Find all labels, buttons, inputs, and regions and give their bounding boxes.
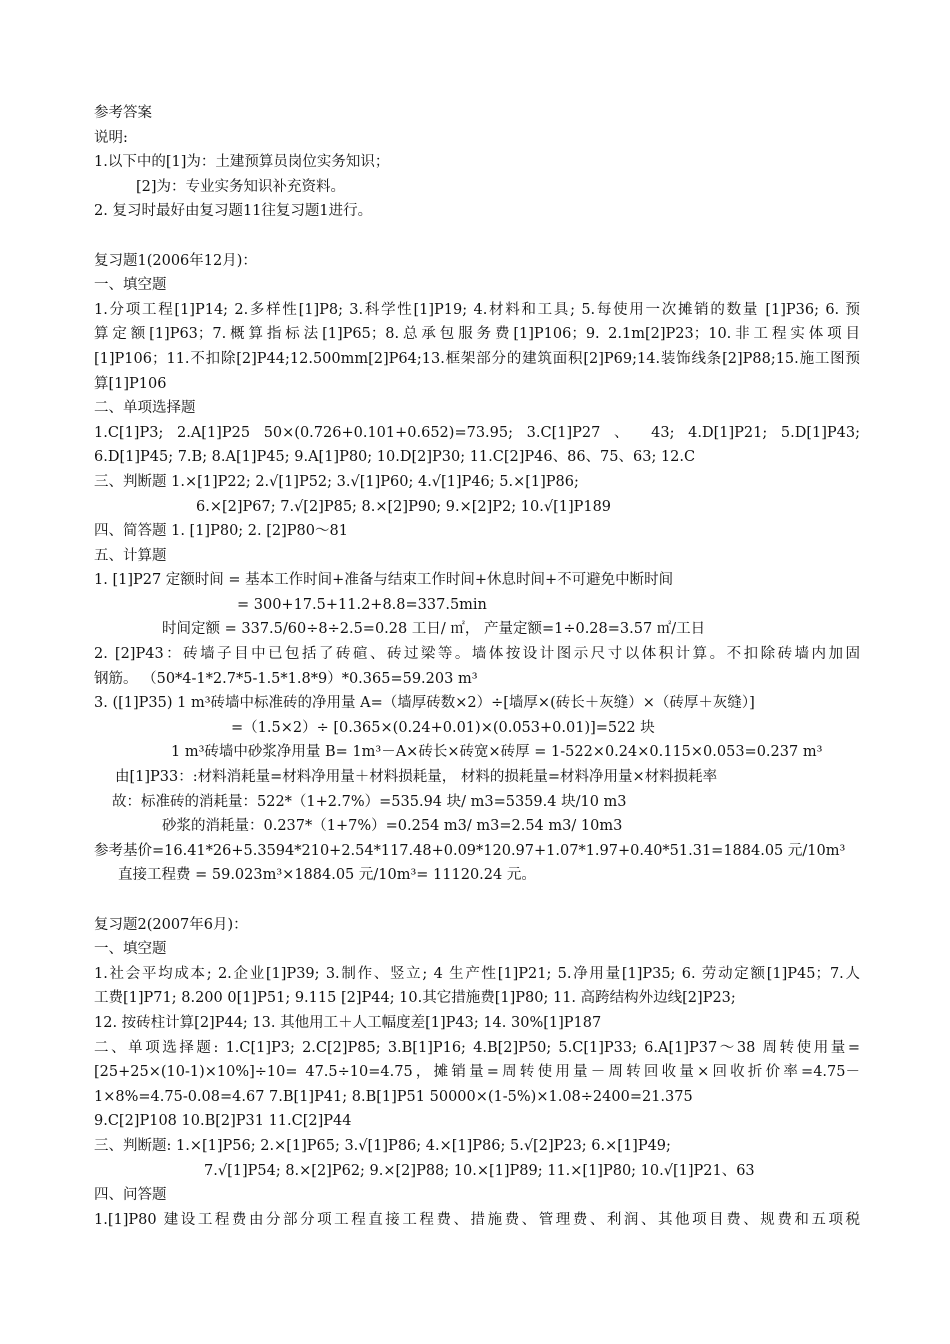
text-line: 1.分项工程[1]P14; 2.多样性[1]P8; 3.科学性[1]P19; 4.材料和工具; 5.每使用一次摊销的数量 [1]P36; 6. 预: [94, 301, 860, 318]
text-line: 1.社会平均成本; 2.企业[1]P39; 3.制作、竖立; 4 生产性[1]P21; 5.净用量[1]P35; 6. 劳动定额[1]P45；7.人: [94, 965, 860, 982]
text-line: 故：标准砖的消耗量：522*（1+2.7%）=535.94 块/ m3=5359.4 块/10 m3: [112, 793, 627, 810]
text-line: 1 m³砖墙中砂浆净用量 B= 1m³－A×砖长×砖宽×砖厚 = 1-522×0.24×0.115×0.053=0.237 m³: [171, 744, 823, 761]
text-line: 9.C[2]P108 10.B[2]P31 11.C[2]P44: [94, 1113, 352, 1130]
text-line: 算[1]P106: [94, 375, 167, 392]
text-line: 时间定额 = 337.5/60÷8÷2.5=0.28 工日/ ㎡， 产量定额=1÷0.28=3.57 ㎡/工日: [162, 621, 706, 638]
text-line: [2]为：专业实务知识补充资料。: [136, 178, 346, 195]
text-line: 复习题1(2006年12月)：: [94, 252, 257, 269]
text-line: 二、单项选择题: 1.C[1]P3; 2.C[2]P85; 3.B[1]P16; 4.B[2]P50; 5.C[1]P33; 6.A[1]P37～38 周转使用量=: [94, 1039, 860, 1056]
blank-line: [94, 224, 860, 249]
text-line: 6.D[1]P45; 7.B; 8.A[1]P45; 9.A[1]P80; 10.D[2]P30; 11.C[2]P46、86、75、63; 12.C: [94, 449, 696, 466]
text-line: 复习题2(2007年6月)：: [94, 916, 248, 933]
text-line: 1.[1]P80 建设工程费由分部分项工程直接工程费、措施费、管理费、利润、其他项目费、规费和五项税: [94, 1211, 860, 1228]
text-line: 钢筋。 （50*4-1*2.7*5-1.5*1.8*9）*0.365=59.203 m³: [94, 670, 478, 687]
text-line: =（1.5×2）÷ [0.365×(0.24+0.01)×(0.053+0.01)]=522 块: [231, 719, 655, 736]
text-line: 1. [1]P27 定额时间 = 基本工作时间+准备与结束工作时间+休息时间+不可避免中断时间: [94, 572, 674, 589]
text-line: 3. ([1]P35) 1 m³砖墙中标准砖的净用量 A=（墙厚砖数×2）÷[墙厚×(砖长＋灰缝）×（砖厚＋灰缝）]: [94, 695, 755, 712]
text-line: 一、填空题: [94, 941, 167, 958]
document-body: [94, 101, 860, 1232]
text-line: 砂浆的消耗量：0.237*（1+7%）=0.254 m3/ m3=2.54 m3/ 10m3: [162, 818, 623, 835]
text-line: 12. 按砖柱计算[2]P44; 13. 其他用工＋人工幅度差[1]P43; 14. 30%[1]P187: [94, 1014, 602, 1031]
text-line: [25+25×(10-1)×10%]÷10= 47.5÷10=4.75，摊销量=周转使用量－周转回收量×回收折价率=4.75－: [94, 1064, 860, 1081]
text-line: 五、计算题: [94, 547, 167, 564]
text-line: 三、判断题 1.×[1]P22; 2.√[1]P52; 3.√[1]P60; 4.√[1]P46; 5.×[1]P86;: [94, 473, 579, 490]
text-line: 1.C[1]P3; 2.A[1]P25 50×(0.726+0.101+0.652)=73.95; 3.C[1]P27 、 43; 4.D[1]P21; 5.D[1]P43;: [94, 424, 860, 441]
text-line: 四、简答题 1. [1]P80; 2. [2]P80～81: [94, 523, 348, 540]
text-line: 参考答案: [94, 105, 152, 121]
text-line: 6.×[2]P67; 7.√[2]P85; 8.×[2]P90; 9.×[2]P2; 10.√[1]P189: [196, 498, 612, 515]
text-line: = 300+17.5+11.2+8.8=337.5min: [237, 596, 487, 613]
text-line: 四、问答题: [94, 1187, 167, 1204]
text-line: 说明:: [94, 129, 128, 146]
text-line: 直接工程费 = 59.023m³×1884.05 元/10m³= 11120.24 元。: [118, 867, 536, 884]
text-line: 2. [2]P43：砖墙子目中已包括了砖碹、砖过梁等。墙体按设计图示尺寸以体积计算。不扣除砖墙内加固: [94, 646, 860, 663]
text-line: 参考基价=16.41*26+5.3594*210+2.54*117.48+0.09*120.97+1.07*1.97+0.40*51.31=1884.05 元/10m³: [94, 842, 846, 859]
blank-line: [94, 888, 860, 913]
text-line: 1.以下中的[1]为：土建预算员岗位实务知识；: [94, 154, 390, 171]
text-line: 工费[1]P71; 8.200 0[1]P51; 9.115 [2]P44; 10.其它措施费[1]P80; 11. 高跨结构外边线[2]P23;: [94, 990, 736, 1007]
text-line: 由[1]P33：:材料消耗量=材料净用量＋材料损耗量， 材料的损耗量=材料净用量×材料损耗率: [115, 769, 718, 786]
text-line: 算定额[1]P63；7.概算指标法[1]P65；8.总承包服务费[1]P106；9. 2.1m[2]P23；10.非工程实体项目: [94, 326, 860, 343]
text-line: 一、填空题: [94, 277, 167, 294]
text-line: 三、判断题: 1.×[1]P56; 2.×[1]P65; 3.√[1]P86; 4.×[1]P86; 5.√[2]P23; 6.×[1]P49;: [94, 1137, 671, 1154]
text-line: 二、单项选择题: [94, 400, 196, 417]
text-line: 2. 复习时最好由复习题11往复习题1进行。: [94, 203, 373, 220]
text-line: 1×8%=4.75-0.08=4.67 7.B[1]P41; 8.B[1]P51 50000×(1-5%)×1.08÷2400=21.375: [94, 1088, 693, 1105]
text-line: 7.√[1]P54; 8.×[2]P62; 9.×[2]P88; 10.×[1]P89; 11.×[1]P80; 10.√[1]P21、63: [204, 1162, 755, 1179]
text-line: [1]P106；11.不扣除[2]P44;12.500mm[2]P64;13.框架部分的建筑面积[2]P69;14.装饰线条[2]P88;15.施工图预: [94, 350, 860, 367]
